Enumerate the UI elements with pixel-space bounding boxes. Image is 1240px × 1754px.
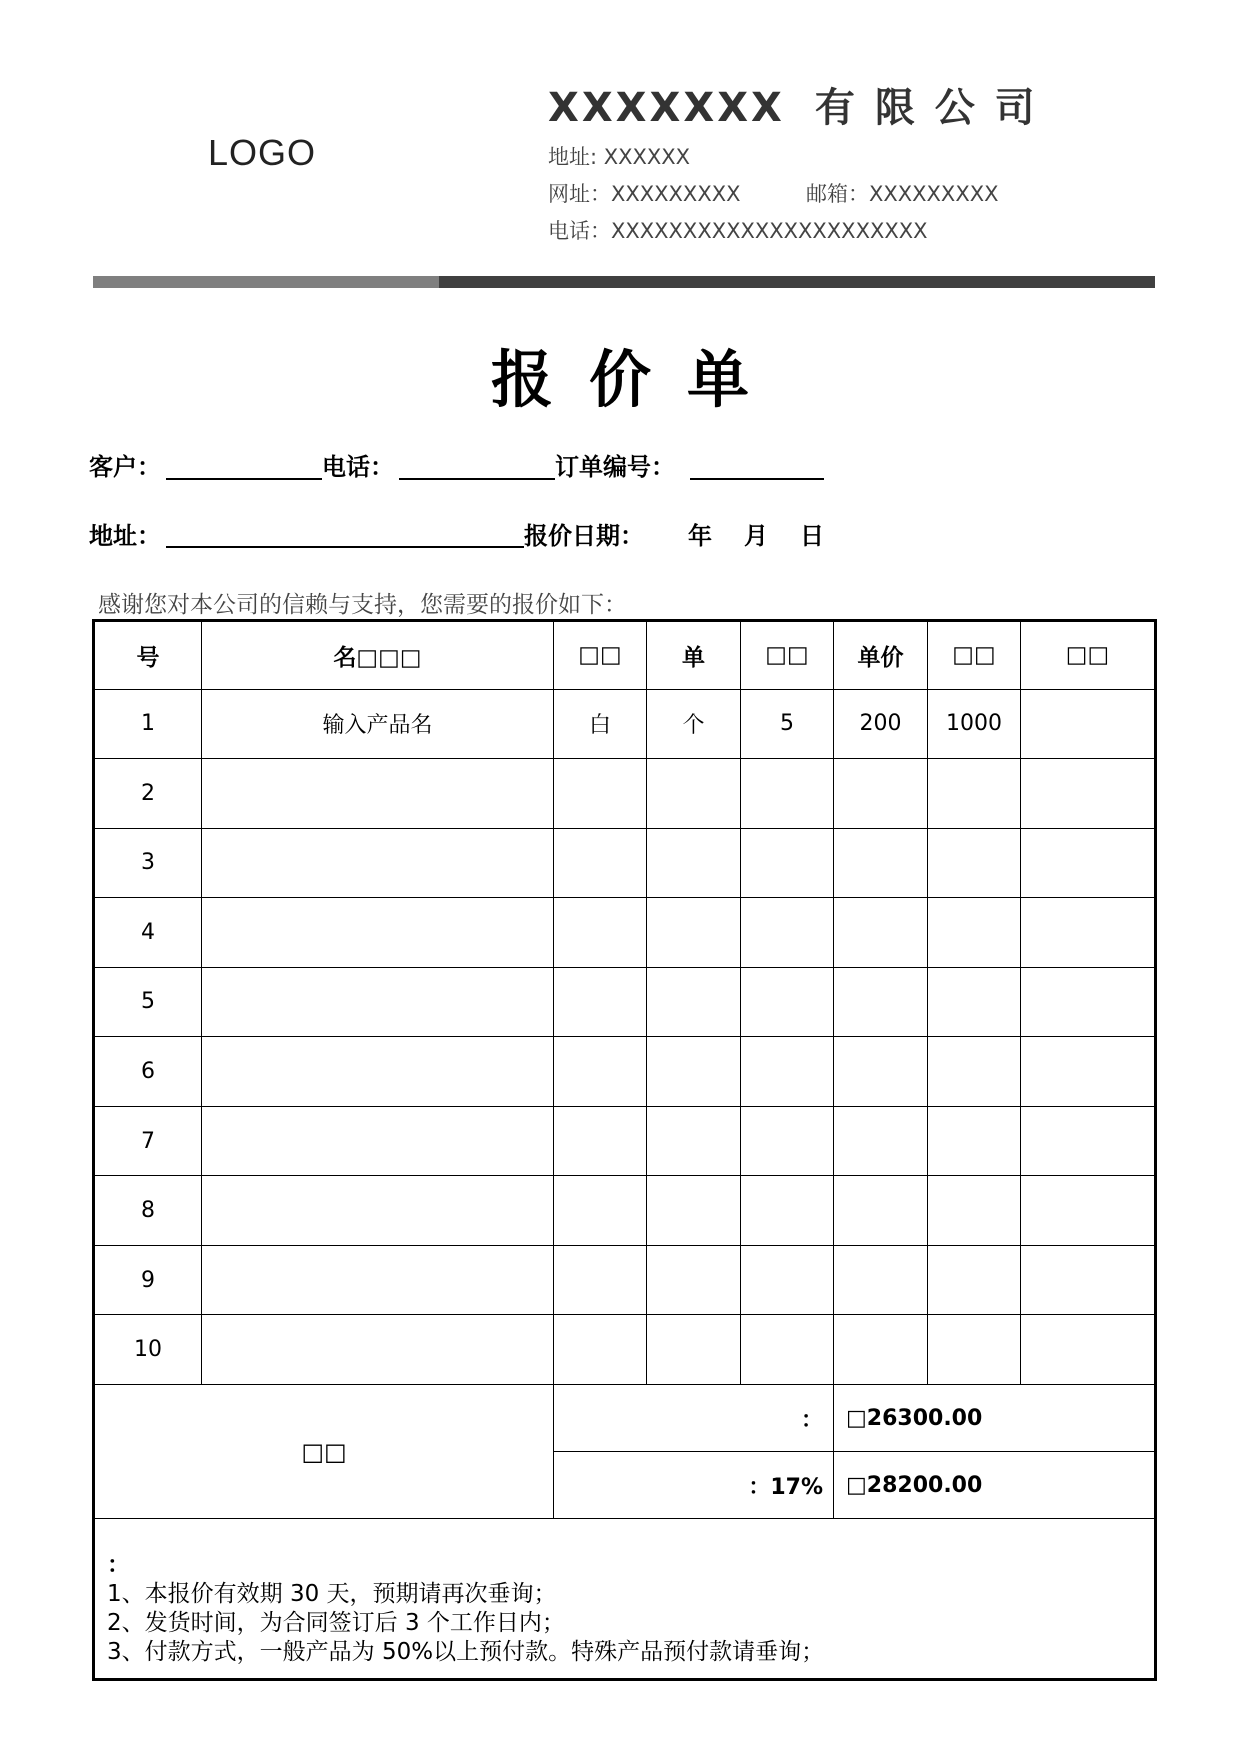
cell-product-name[interactable] (202, 828, 554, 898)
cell-col-5[interactable] (741, 898, 834, 968)
note-item: 3、付款方式，一般产品为 50%以上预付款。特殊产品预付款请垂询； (107, 1639, 825, 1666)
table-row (94, 689, 1156, 759)
cell-col-8[interactable] (1021, 1176, 1156, 1246)
cell-product-name[interactable] (202, 759, 554, 829)
cell-col-7[interactable] (928, 1245, 1021, 1315)
cell-number: 8 (94, 1176, 202, 1246)
cell-number: 7 (94, 1106, 202, 1176)
company-phone: 电话：XXXXXXXXXXXXXXXXXXXXXX (548, 219, 928, 243)
header-product-name: 名□□□ (202, 621, 554, 690)
customer-field[interactable] (166, 478, 322, 480)
header-col-3: □□ (554, 621, 647, 690)
cell-product-name[interactable] (202, 1245, 554, 1315)
cell-col-5[interactable] (741, 1106, 834, 1176)
cell-col-8[interactable] (1021, 1037, 1156, 1107)
notes-row (94, 1519, 1156, 1680)
cell-col-3[interactable] (554, 828, 647, 898)
header-col-5: □□ (741, 621, 834, 690)
cell-product-name[interactable] (202, 1037, 554, 1107)
cell-unit[interactable] (647, 1315, 741, 1385)
cell-col-3[interactable] (554, 1037, 647, 1107)
header-unit: 单 (647, 621, 741, 690)
cell-unit[interactable] (647, 828, 741, 898)
cell-col-5[interactable] (741, 759, 834, 829)
table-row (94, 898, 1156, 968)
cell-col-3[interactable] (554, 759, 647, 829)
header-unit-price: 单价 (834, 621, 928, 690)
address-field[interactable] (166, 546, 524, 548)
cell-unit[interactable] (647, 967, 741, 1037)
cell-col-3[interactable] (554, 898, 647, 968)
cell-col-7[interactable] (928, 967, 1021, 1037)
cell-col-5[interactable] (741, 828, 834, 898)
cell-product-name[interactable] (202, 967, 554, 1037)
cell-col-7[interactable] (928, 1037, 1021, 1107)
cell-col-7[interactable] (928, 898, 1021, 968)
intro-text: 感谢您对本公司的信赖与支持，您需要的报价如下： (98, 592, 627, 618)
cell-unit[interactable] (647, 1176, 741, 1246)
table-header (94, 621, 1156, 690)
header-divider-light (93, 276, 439, 288)
date-month: 月 (744, 522, 768, 550)
cell-col-3[interactable] (554, 1245, 647, 1315)
cell-unit-price[interactable] (834, 1245, 928, 1315)
cell-col-8[interactable] (1021, 1106, 1156, 1176)
notes-heading: ： (107, 1552, 130, 1579)
cell-col-3[interactable] (554, 1315, 647, 1385)
table-row (94, 967, 1156, 1037)
cell-col-8[interactable] (1021, 759, 1156, 829)
cell-col-5[interactable] (741, 1315, 834, 1385)
note-item: 2、发货时间，为合同签订后 3 个工作日内； (107, 1610, 565, 1637)
customer-label: 客户： (89, 453, 161, 481)
cell-unit-price[interactable] (834, 967, 928, 1037)
table-row (94, 828, 1156, 898)
phone-field[interactable] (399, 478, 555, 480)
cell-number: 2 (94, 759, 202, 829)
notes-cell (94, 1519, 1156, 1680)
subtotal-value[interactable]: □26300.00 (834, 1385, 1156, 1452)
cell-unit-price[interactable]: 200 (834, 689, 928, 759)
cell-unit-price[interactable] (834, 898, 928, 968)
company-name (548, 76, 1038, 133)
header-col-7: □□ (928, 621, 1021, 690)
date-year: 年 (688, 522, 712, 550)
cell-number: 1 (94, 689, 202, 759)
cell-unit[interactable] (647, 759, 741, 829)
cell-number: 5 (94, 967, 202, 1037)
table-row (94, 1037, 1156, 1107)
cell-number: 9 (94, 1245, 202, 1315)
cell-col-8[interactable] (1021, 689, 1156, 759)
company-email: 邮箱：XXXXXXXXX (806, 182, 999, 206)
header-divider-dark (439, 276, 1155, 288)
cell-col-7[interactable] (928, 1106, 1021, 1176)
cell-number: 6 (94, 1037, 202, 1107)
table-row (94, 759, 1156, 829)
table-row (94, 1176, 1156, 1246)
page-title: 报价单 (490, 343, 785, 416)
cell-col-5[interactable] (741, 1176, 834, 1246)
cell-col-8[interactable] (1021, 898, 1156, 968)
cell-col-7[interactable] (928, 1315, 1021, 1385)
total-label: □□ (94, 1385, 554, 1519)
cell-col-8[interactable] (1021, 967, 1156, 1037)
cell-col-8[interactable] (1021, 1245, 1156, 1315)
cell-unit-price[interactable] (834, 759, 928, 829)
note-item: 1、本报价有效期 30 天，预期请再次垂询； (107, 1581, 557, 1608)
cell-unit-price[interactable] (834, 1106, 928, 1176)
cell-unit[interactable] (647, 1106, 741, 1176)
cell-unit[interactable] (647, 898, 741, 968)
table-row (94, 1315, 1156, 1385)
cell-col-8[interactable] (1021, 1315, 1156, 1385)
cell-product-name[interactable]: 输入产品名 (202, 689, 554, 759)
cell-col-7[interactable]: 1000 (928, 689, 1021, 759)
company-address: 地址: XXXXXX (548, 145, 691, 169)
cell-product-name[interactable] (202, 1106, 554, 1176)
cell-col-8[interactable] (1021, 828, 1156, 898)
table-row (94, 1245, 1156, 1315)
cell-unit-price[interactable] (834, 1315, 928, 1385)
cell-unit-price[interactable] (834, 828, 928, 898)
header-number: 号 (94, 621, 202, 690)
order-number-field[interactable] (690, 478, 824, 480)
tax-total-value[interactable]: □28200.00 (834, 1452, 1156, 1519)
cell-col-5[interactable] (741, 1037, 834, 1107)
summary-row-subtotal (94, 1385, 1156, 1452)
cell-number: 3 (94, 828, 202, 898)
cell-product-name[interactable] (202, 1176, 554, 1246)
date-day: 日 (800, 522, 824, 550)
company-name-main: XXXXXXX (548, 85, 785, 131)
cell-col-7[interactable] (928, 1176, 1021, 1246)
order-number-label: 订单编号： (555, 453, 675, 481)
cell-col-5[interactable] (741, 967, 834, 1037)
cell-col-3[interactable] (554, 1106, 647, 1176)
quote-table (92, 619, 1157, 1681)
address-label: 地址： (89, 522, 161, 550)
cell-col-3[interactable]: 白 (554, 689, 647, 759)
cell-col-7[interactable] (928, 828, 1021, 898)
cell-col-3[interactable] (554, 1176, 647, 1246)
cell-col-5[interactable] (741, 1245, 834, 1315)
cell-unit[interactable]: 个 (647, 689, 741, 759)
cell-unit[interactable] (647, 1037, 741, 1107)
company-name-suffix: 有 限 公 司 (814, 85, 1038, 131)
phone-label: 电话： (322, 453, 394, 481)
cell-product-name[interactable] (202, 898, 554, 968)
table-row (94, 1106, 1156, 1176)
cell-unit-price[interactable] (834, 1037, 928, 1107)
cell-number: 4 (94, 898, 202, 968)
cell-number: 10 (94, 1315, 202, 1385)
company-logo: LOGO (208, 132, 317, 173)
company-website: 网址：XXXXXXXXX (548, 182, 741, 206)
cell-product-name[interactable] (202, 1315, 554, 1385)
cell-unit-price[interactable] (834, 1176, 928, 1246)
tax-label: ：17% (554, 1452, 834, 1519)
cell-unit[interactable] (647, 1245, 741, 1315)
subtotal-label: ： (554, 1385, 834, 1452)
cell-col-5[interactable]: 5 (741, 689, 834, 759)
cell-col-3[interactable] (554, 967, 647, 1037)
cell-col-7[interactable] (928, 759, 1021, 829)
header-col-8: □□ (1021, 621, 1156, 690)
quote-date-label: 报价日期： (524, 522, 644, 550)
